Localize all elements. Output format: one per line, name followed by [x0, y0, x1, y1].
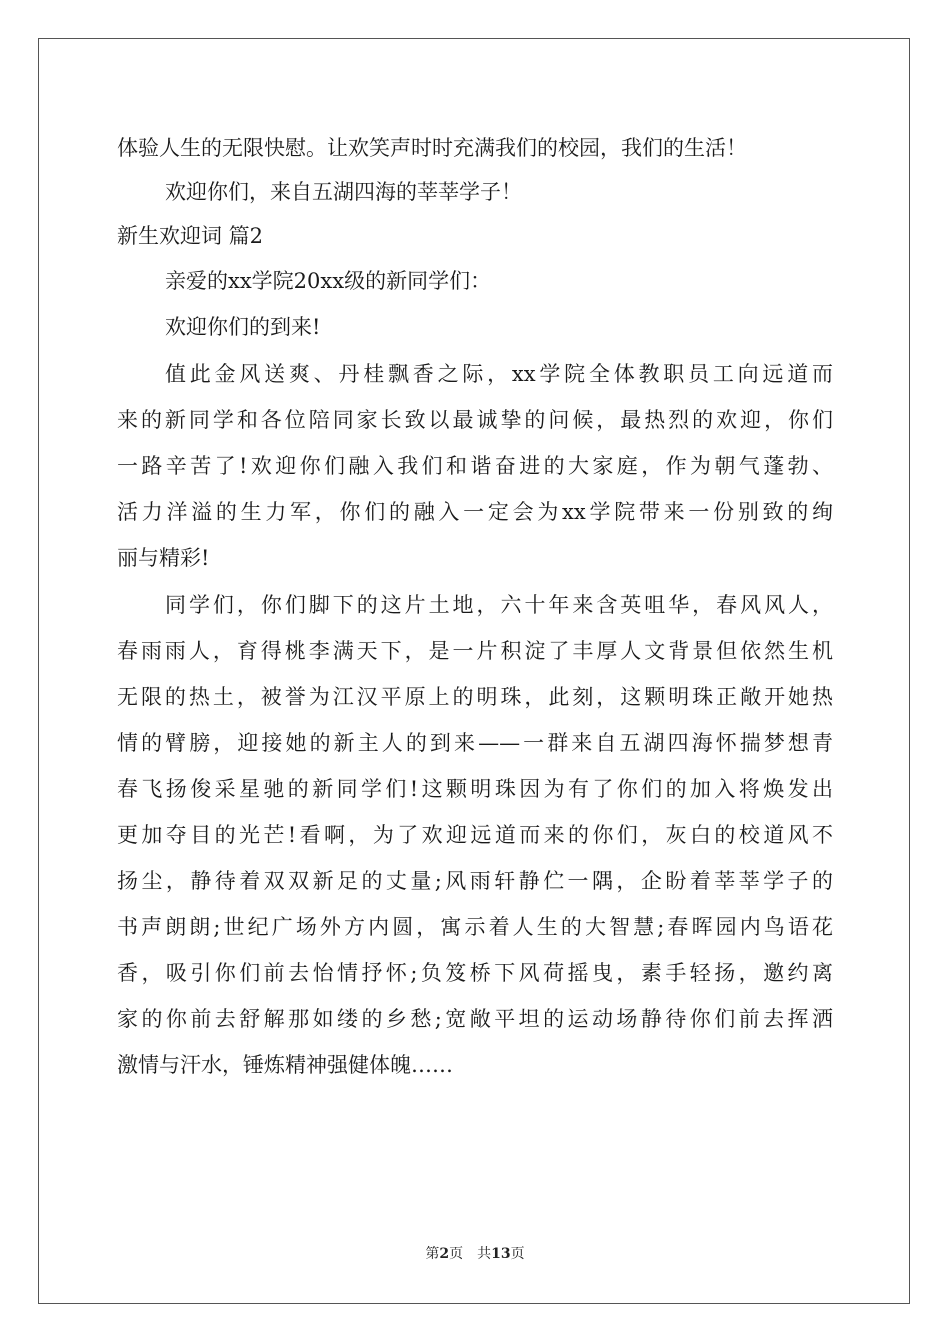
body-line: 家的你前去舒解那如缕的乡愁;宽敞平坦的运动场静待你们前去挥洒: [117, 1007, 833, 1031]
body-line: 扬尘，静待着双双新足的丈量;风雨轩静伫一隅，企盼着莘莘学子的: [117, 869, 833, 893]
body-line: 值此金风送爽、丹桂飘香之际，xx学院全体教职员工向远道而: [165, 362, 833, 386]
page-suffix: 页: [449, 1246, 464, 1262]
body-line: 活力洋溢的生力军，你们的融入一定会为xx学院带来一份别致的绚: [117, 500, 833, 524]
body-line: 激情与汗水，锤炼精神强健体魄……: [117, 1053, 453, 1077]
total-prefix: 共: [477, 1246, 492, 1262]
body-line: 同学们，你们脚下的这片土地，六十年来含英咀华，春风风人，: [165, 593, 833, 617]
body-line: 丽与精彩!: [117, 546, 210, 570]
welcome-line: 欢迎你们的到来!: [165, 315, 321, 339]
body-line: 书声朗朗;世纪广场外方内圆，寓示着人生的大智慧;春晖园内鸟语花: [117, 915, 833, 939]
body-line: 无限的热土，被誉为江汉平原上的明珠，此刻，这颗明珠正敞开她热: [117, 685, 833, 709]
body-line: 一路辛苦了!欢迎你们融入我们和谐奋进的大家庭，作为朝气蓬勃、: [117, 454, 833, 478]
body-line: 春飞扬俊采星驰的新同学们!这颗明珠因为有了你们的加入将焕发出: [117, 777, 833, 801]
body-line: 欢迎你们，来自五湖四海的莘莘学子！: [165, 180, 522, 204]
page-number: 2: [439, 1246, 450, 1262]
page-footer: [0, 1244, 950, 1264]
body-line: 来的新同学和各位陪同家长致以最诚挚的问候，最热烈的欢迎，你们: [117, 408, 833, 432]
body-line: 香，吸引你们前去怡情抒怀;负笈桥下风荷摇曳，素手轻扬，邀约离: [117, 961, 833, 985]
salutation: 亲爱的xx学院20xx级的新同学们：: [165, 269, 492, 293]
body-line: 春雨雨人，育得桃李满天下，是一片积淀了丰厚人文背景但依然生机: [117, 639, 833, 663]
body-line: 更加夺目的光芒!看啊，为了欢迎远道而来的你们，灰白的校道风不: [117, 823, 833, 847]
body-line: 情的臂膀，迎接她的新主人的到来——一群来自五湖四海怀揣梦想青: [117, 731, 833, 755]
body-line: 体验人生的无限快慰。让欢笑声时时充满我们的校园，我们的生活！: [117, 136, 747, 160]
page-prefix: 第: [425, 1246, 440, 1262]
total-suffix: 页: [510, 1246, 525, 1262]
total-pages: 13: [491, 1246, 511, 1262]
section-heading: 新生欢迎词 篇2: [117, 224, 264, 248]
